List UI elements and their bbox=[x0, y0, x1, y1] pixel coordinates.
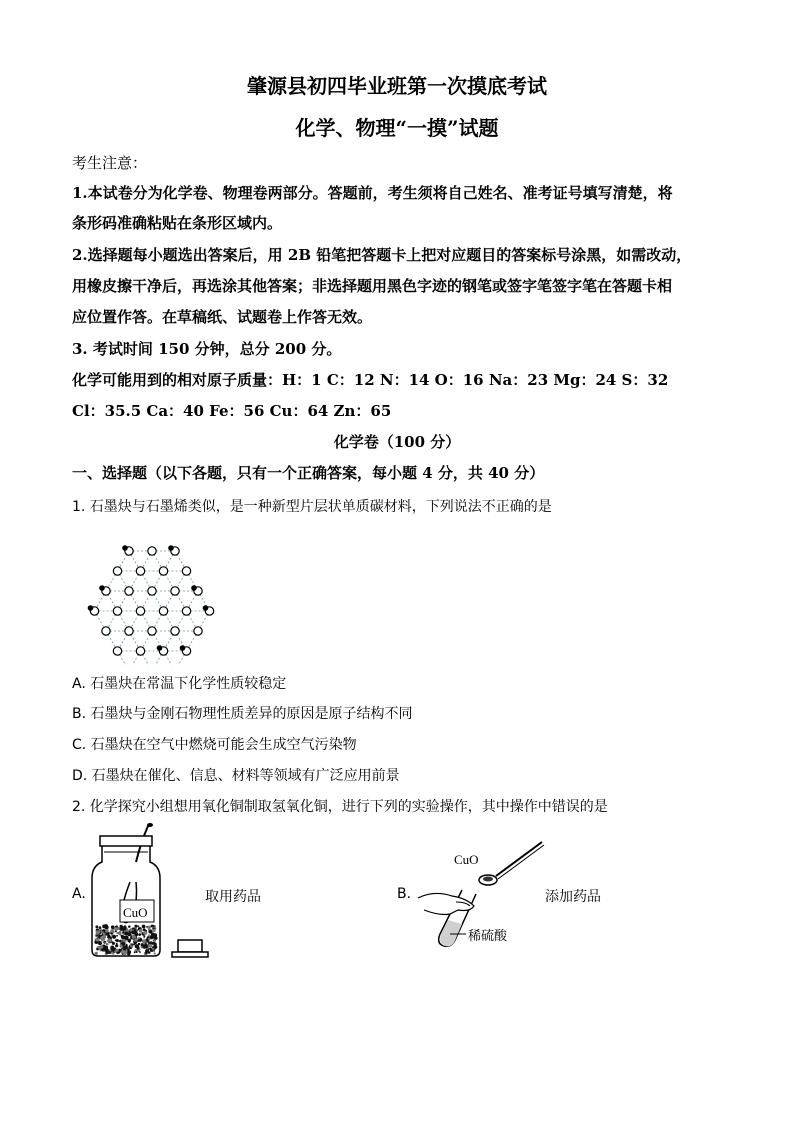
notice-item-3: 3. 考试时间 150 分钟，总分 200 分。 bbox=[72, 340, 342, 358]
powder-grain bbox=[115, 927, 119, 931]
powder-grain bbox=[105, 950, 109, 954]
powder-grain bbox=[104, 942, 106, 944]
lattice-atom bbox=[182, 567, 190, 575]
powder-grain bbox=[153, 949, 155, 951]
lattice-atom bbox=[113, 567, 121, 575]
powder-grain bbox=[111, 925, 115, 929]
notice-item-2-line-2: 用橡皮擦干净后，再选涂其他答案；非选择题用黑色字迹的钢笔或签字笔签字笔在答题卡相 bbox=[72, 277, 673, 295]
powder-grain bbox=[115, 930, 117, 932]
powder-grain bbox=[153, 952, 155, 954]
powder-grain bbox=[148, 938, 151, 941]
powder-grain bbox=[96, 935, 98, 937]
powder-grain bbox=[124, 936, 127, 939]
lattice-atom bbox=[159, 567, 167, 575]
powder-grain bbox=[115, 944, 118, 947]
powder-grain bbox=[154, 939, 157, 942]
powder-grain bbox=[143, 946, 145, 948]
lattice-atom bbox=[194, 627, 202, 635]
lattice-atom bbox=[113, 607, 121, 615]
powder-grain bbox=[127, 939, 131, 943]
lattice-edge-atom bbox=[168, 545, 174, 551]
powder-grain bbox=[147, 948, 149, 950]
powder-grain bbox=[138, 937, 140, 939]
powder-grain bbox=[153, 929, 156, 932]
lattice-atom bbox=[136, 607, 144, 615]
notice-item-1-line-1: 1.本试卷分为化学卷、物理卷两部分。答题前，考生须将自己姓名、准考证号填写清楚，将 bbox=[72, 184, 673, 202]
powder-grain bbox=[111, 951, 114, 954]
lattice-atom bbox=[136, 647, 144, 655]
powder-grain bbox=[105, 929, 109, 933]
lattice-atom bbox=[171, 587, 179, 595]
powder-grain bbox=[110, 947, 114, 951]
powder-grain bbox=[112, 942, 115, 945]
lattice-atom bbox=[148, 547, 156, 555]
powder-grain bbox=[120, 945, 123, 948]
powder-grain bbox=[122, 931, 124, 933]
lattice-atom bbox=[171, 627, 179, 635]
lattice-edge-atom bbox=[191, 585, 197, 591]
powder-grain bbox=[143, 935, 145, 937]
powder-grain bbox=[99, 946, 102, 949]
lattice-atom bbox=[159, 607, 167, 615]
powder-grain bbox=[142, 925, 146, 929]
powder-grain bbox=[122, 950, 125, 953]
powder-grain bbox=[128, 925, 131, 928]
powder-grain bbox=[153, 943, 156, 946]
question-1-option-d: D. 石墨炔在催化、信息、材料等领域有广泛应用前景 bbox=[72, 768, 400, 784]
powder-grain bbox=[100, 935, 102, 937]
test-tube-figure bbox=[410, 836, 550, 954]
powder-grain bbox=[95, 925, 98, 928]
powder-grain bbox=[96, 930, 100, 934]
powder-grain bbox=[110, 929, 114, 933]
powder-grain bbox=[133, 930, 137, 934]
powder-grain bbox=[123, 947, 126, 950]
powder-grain bbox=[116, 935, 118, 937]
lattice-edge-atom bbox=[180, 645, 186, 651]
powder-grain bbox=[111, 932, 113, 934]
powder-grain bbox=[102, 935, 106, 939]
powder-grain bbox=[138, 933, 141, 936]
question-2-option-a-label: 取用药品 bbox=[205, 889, 261, 905]
powder-grain bbox=[106, 943, 108, 945]
lattice-atom bbox=[125, 627, 133, 635]
lattice-edge-atom bbox=[122, 545, 128, 551]
powder-grain bbox=[145, 949, 149, 953]
notice-item-2-line-3: 应位置作答。在草稿纸、试题卷上作答无效。 bbox=[72, 308, 373, 326]
lattice-atom bbox=[102, 627, 110, 635]
powder-grain bbox=[137, 948, 139, 950]
powder-grain bbox=[116, 939, 119, 942]
powder-grain bbox=[146, 926, 148, 928]
question-2-option-b-label: 添加药品 bbox=[545, 889, 601, 905]
lattice-edge-atom bbox=[203, 605, 209, 611]
powder-grain bbox=[136, 951, 138, 953]
powder-grain bbox=[139, 951, 141, 953]
powder-grain bbox=[95, 952, 98, 955]
powder-grain bbox=[147, 926, 150, 929]
tube-label: 稀硫酸 bbox=[468, 928, 508, 943]
powder-grain bbox=[96, 938, 100, 942]
powder-grain bbox=[99, 926, 102, 929]
powder-grain bbox=[124, 927, 127, 930]
powder-grain bbox=[102, 931, 104, 933]
question-2-option-b-letter: B. bbox=[397, 886, 412, 902]
powder-grain bbox=[110, 936, 112, 938]
atomic-mass-line-1: 化学可能用到的相对原子质量：H：1 C：12 N：14 O：16 Na：23 Mg：24 S：32 bbox=[72, 371, 669, 389]
graphdiyne-structure-figure bbox=[72, 540, 232, 665]
powder-grain bbox=[149, 944, 153, 948]
atomic-mass-line-2: Cl：35.5 Ca：40 Fe：56 Cu：64 Zn：65 bbox=[72, 402, 392, 420]
powder-grain bbox=[134, 925, 137, 928]
powder-grain bbox=[116, 925, 118, 927]
powder-grain bbox=[102, 925, 106, 929]
notice-item-2-line-1: 2.选择题每小题选出答案后，用 2B 铅笔把答题卡上把对应题目的答案标号涂黑，如需改动， bbox=[72, 246, 692, 264]
part-one-title: 一、选择题（以下各题，只有一个正确答案，每小题 4 分，共 40 分） bbox=[72, 464, 545, 482]
powder-grain bbox=[114, 951, 116, 953]
exam-title: 肇源县初四毕业班第一次摸底考试 bbox=[247, 74, 547, 98]
powder-grain bbox=[148, 942, 150, 944]
powder-grain bbox=[119, 940, 122, 943]
powder-grain bbox=[103, 930, 105, 932]
powder-grain bbox=[120, 928, 122, 930]
powder-grain bbox=[119, 925, 122, 928]
powder-grain bbox=[148, 929, 150, 931]
powder-grain bbox=[143, 931, 147, 935]
powder-grain bbox=[138, 927, 140, 929]
powder-grain bbox=[112, 935, 116, 939]
powder-grain bbox=[139, 929, 143, 933]
powder-grain bbox=[153, 933, 157, 937]
powder-grain bbox=[127, 950, 131, 954]
question-1-option-b: B. 石墨炔与金刚石物理性质差异的原因是原子结构不同 bbox=[72, 706, 413, 722]
powder-grain bbox=[98, 941, 102, 945]
powder-grain bbox=[129, 928, 132, 931]
question-2-option-a-letter: A. bbox=[72, 886, 86, 902]
powder-grain bbox=[134, 938, 137, 941]
reagent-jar-figure bbox=[86, 822, 216, 962]
powder-grain bbox=[153, 945, 157, 949]
lattice-atom bbox=[125, 587, 133, 595]
powder-grain bbox=[121, 942, 125, 946]
lattice-edge-atom bbox=[157, 645, 163, 651]
lattice-atom bbox=[113, 647, 121, 655]
powder-grain bbox=[124, 925, 126, 927]
notice-heading: 考生注意： bbox=[72, 154, 148, 172]
powder-grain bbox=[143, 928, 146, 931]
question-1-option-a: A. 石墨炔在常温下化学性质较稳定 bbox=[72, 676, 287, 692]
exam-subtitle: 化学、物理“一摸”试题 bbox=[295, 116, 499, 140]
powder-grain bbox=[137, 925, 139, 927]
powder-grain bbox=[151, 925, 154, 928]
powder-grain bbox=[131, 944, 133, 946]
lattice-atom bbox=[182, 607, 190, 615]
lattice-edge-atom bbox=[99, 585, 105, 591]
powder-grain bbox=[142, 939, 146, 943]
powder-grain bbox=[144, 944, 147, 947]
jar-label: CuO bbox=[123, 905, 148, 920]
lattice-edge-atom bbox=[88, 605, 94, 611]
notice-item-1-line-2: 条形码准确粘贴在条形区域内。 bbox=[72, 214, 283, 232]
question-2-stem: 2. 化学探究小组想用氧化铜制取氢氧化铜，进行下列的实验操作，其中操作中错误的是 bbox=[72, 799, 608, 815]
spoon-label: CuO bbox=[454, 852, 479, 867]
powder-grain bbox=[141, 943, 144, 946]
powder-grain bbox=[124, 933, 126, 935]
powder-grain bbox=[118, 932, 121, 935]
powder-grain bbox=[96, 948, 98, 950]
question-1-option-c: C. 石墨炔在空气中燃烧可能会生成空气污染物 bbox=[72, 737, 357, 753]
powder-grain bbox=[134, 951, 136, 953]
lattice-atom bbox=[148, 587, 156, 595]
lattice-atom bbox=[148, 627, 156, 635]
chemistry-paper-title: 化学卷（100 分） bbox=[333, 433, 461, 451]
lattice-atom bbox=[136, 567, 144, 575]
powder-grain bbox=[116, 951, 119, 954]
question-1-stem: 1. 石墨炔与石墨烯类似，是一种新型片层状单质碳材料，下列说法不正确的是 bbox=[72, 499, 552, 515]
